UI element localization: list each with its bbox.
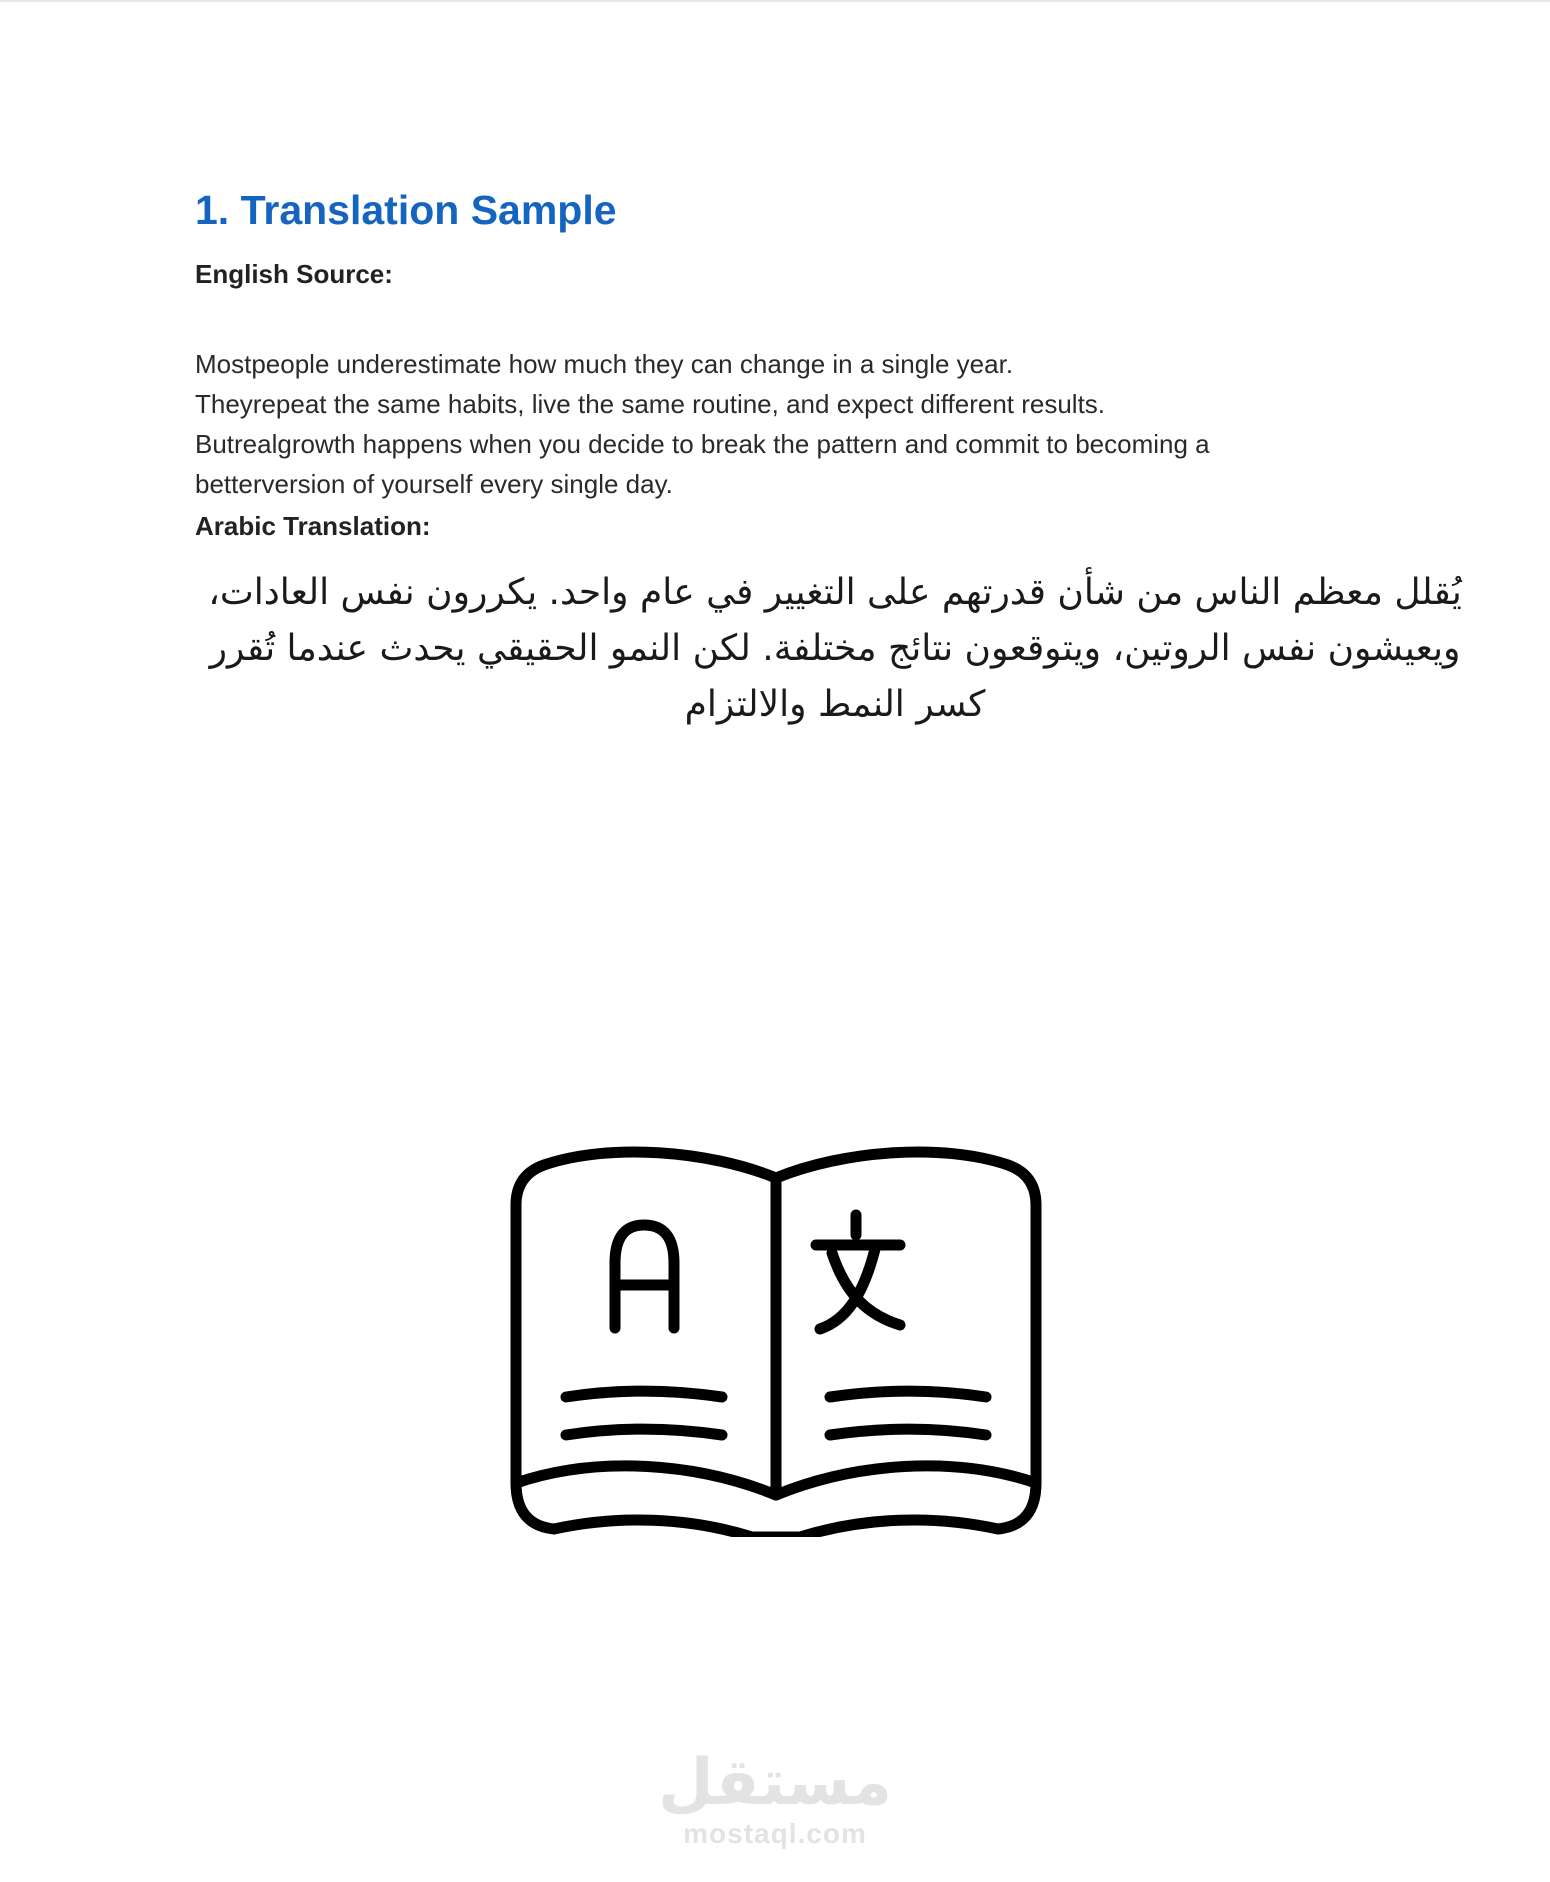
- mostaql-watermark: [0, 1748, 1550, 1850]
- watermark-arabic: مستقل: [657, 1746, 893, 1820]
- right-text-line: [830, 1429, 986, 1435]
- arabic-translation-text: يُقلل معظم الناس من شأن قدرتهم على التغيير في عام واحد. يكررون نفس العادات، ويعيشون نفس الروتين، ويتوقعون نتائج مختلفة. لكن النمو الحقيقي يحدث عندما تُقرر كسر النمط والالتزام: [208, 572, 1462, 725]
- english-line: Butrealgrowth happens when you decide to break the pattern and commit to becoming a: [195, 429, 1210, 459]
- english-line: Theyrepeat the same habits, live the same routine, and expect different results.: [195, 389, 1106, 419]
- right-page-shape: [776, 1152, 1036, 1495]
- english-line: Mostpeople underestimate how much they can change in a single year.: [195, 349, 1014, 379]
- left-text-line: [566, 1391, 722, 1397]
- english-line: betterversion of yourself every single day.: [195, 469, 673, 499]
- letter-a-glyph: [615, 1225, 674, 1328]
- top-divider: [0, 0, 1550, 2]
- document-content: [195, 182, 1405, 544]
- page-title: 1. Translation Sample: [195, 187, 617, 233]
- left-page-shape: [516, 1152, 776, 1495]
- arabic-translation-label: Arabic Translation:: [195, 511, 431, 541]
- english-source-label: English Source:: [195, 259, 393, 289]
- right-text-line: [830, 1391, 986, 1397]
- left-text-line: [566, 1429, 722, 1435]
- watermark-url: mostaql.com: [683, 1818, 867, 1849]
- chinese-character-glyph: [816, 1215, 900, 1329]
- translation-book-icon: [508, 1145, 1044, 1537]
- english-source-text: [195, 344, 1405, 504]
